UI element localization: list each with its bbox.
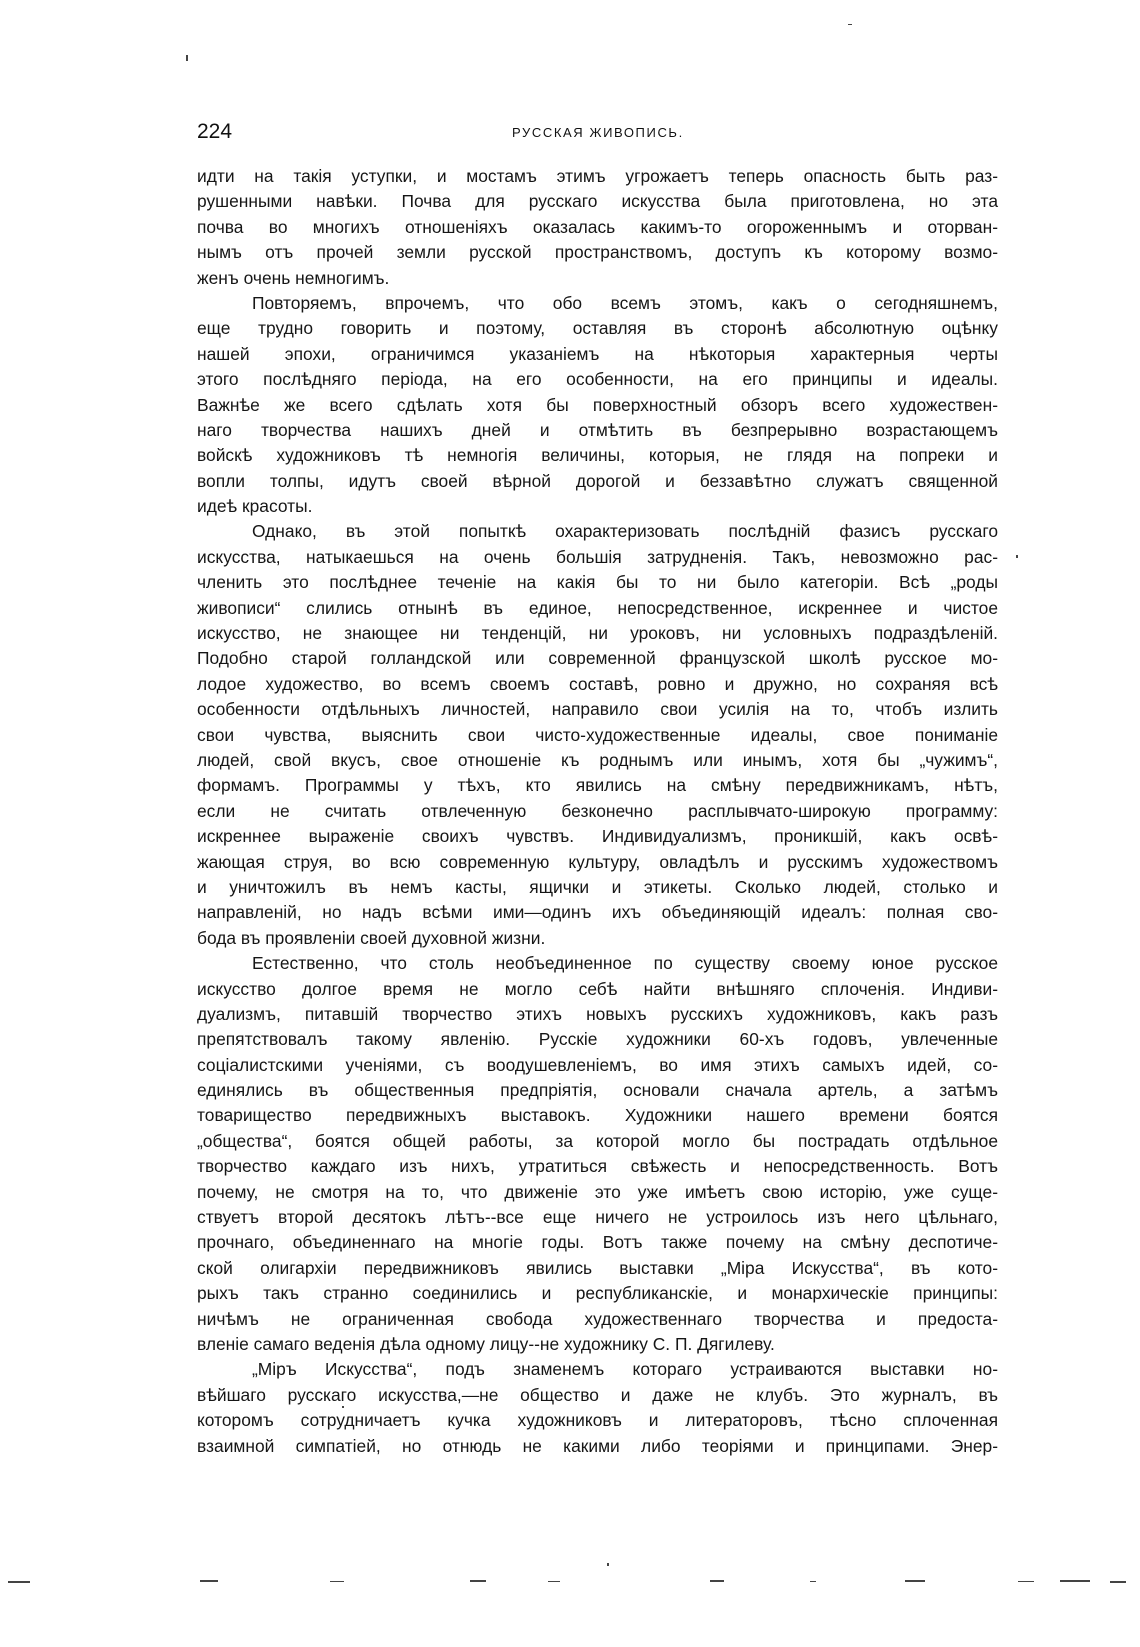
text-line: нымъ отъ прочей земли русской пространствомъ, доступъ къ которому возмо- [197, 242, 998, 263]
text-line: вопли толпы, идутъ своей вѣрной дорогой и беззавѣтно служатъ священной [197, 470, 998, 491]
scan-speck [8, 1581, 30, 1583]
text-line: свои чувства, выяснить свои чисто-художественные идеалы, свое пониманіе [197, 724, 998, 745]
text-line: бода въ проявленіи своей духовной жизни. [197, 927, 546, 948]
text-line: единялись въ общественныя предпріятія, основали сначала артель, а затѣмъ [197, 1080, 998, 1101]
text-line: и уничтожилъ въ немъ касты, ящички и этикеты. Сколько людей, столько и [197, 876, 998, 897]
text-line: рушенными навѣки. Почва для русскаго искусства была приготовлена, но эта [197, 191, 998, 212]
body-text [197, 164, 998, 1459]
text-line: войскѣ художниковъ тѣ немногія величины, которыя, не глядя на попреки и [197, 445, 998, 466]
text-line: искусства, натыкаешься на очень большія затрудненія. Такъ, невозможно рас- [197, 546, 998, 567]
scan-speck [1110, 1581, 1126, 1583]
text-line: почва во многихъ отношеніяхъ оказалась какимъ-то огороженнымъ и оторван- [197, 216, 998, 237]
text-line: формамъ. Программы у тѣхъ, кто явились на смѣну передвижникамъ, нѣтъ, [197, 775, 998, 796]
text-line: направленій, но надъ всѣми ими—одинъ ихъ объединяющій идеалъ: полная сво- [197, 902, 998, 923]
text-line: ской олигархіи передвижниковъ явились выставки „Міра Искусства“, въ кото- [197, 1257, 998, 1278]
text-line: ничѣмъ не ограниченная свобода художественнаго творчества и предоста- [197, 1308, 998, 1329]
scan-speck [1018, 1581, 1034, 1582]
text-line: Однако, въ этой попыткѣ охарактеризовать послѣдній фазисъ русскаго [252, 521, 998, 542]
text-line: идеѣ красоты. [197, 496, 313, 517]
text-line: Важнѣе же всего сдѣлать хотя бы поверхностный обзоръ всего художествен- [197, 394, 998, 415]
text-line: вѣйшаго русскаго искусства,—не общество и даже не клубъ. Это журналъ, въ [197, 1384, 998, 1405]
text-line: Подобно старой голландской или современной французской школѣ русское мо- [197, 648, 998, 669]
text-line: Повторяемъ, впрочемъ, что обо всемъ этомъ, какъ о сегодняшнемъ, [252, 292, 998, 313]
text-line: искреннее выраженіе своихъ чувствъ. Индивидуализмъ, проникшій, какъ освѣ- [197, 826, 998, 847]
text-line: творчество каждаго изъ нихъ, утратиться свѣжесть и непосредственность. Вотъ [197, 1156, 998, 1177]
text-line: жающая струя, во всю современную культуру, овладѣлъ и русскимъ художествомъ [197, 851, 998, 872]
scan-speck [200, 1580, 218, 1582]
text-line: искусство, не знающее ни тенденцій, ни уроковъ, ни условныхъ подраздѣленій. [197, 623, 998, 644]
scan-speck [186, 55, 188, 61]
text-line: нашей эпохи, ограничимся указаніемъ на нѣкоторыя характерныя черты [197, 343, 998, 364]
text-line: дуализмъ, питавшій творчество этихъ новыхъ русскихъ художниковъ, какъ разъ [197, 1003, 998, 1024]
scan-speck [1016, 555, 1018, 558]
scan-speck [607, 1563, 609, 1566]
scan-speck [330, 1581, 344, 1582]
scan-speck [470, 1580, 486, 1582]
text-line: идти на такія уступки, и мостамъ этимъ угрожаетъ теперь опасность быть раз- [197, 166, 998, 186]
text-line: людей, свой вкусъ, свое отношеніе къ роднымъ или инымъ, хотя бы „чужимъ“, [197, 749, 998, 770]
scan-speck [848, 24, 852, 25]
running-head: РУССКАЯ ЖИВОПИСЬ. [512, 125, 684, 140]
text-line: „общества“, боятся общей работы, за которой могло бы пострадать отдѣльное [197, 1130, 998, 1151]
text-line: взаимной симпатіей, но отнюдь не какими либо теоріями и принципами. Энер- [197, 1435, 998, 1456]
scan-speck [1060, 1580, 1090, 1582]
text-line: „Міръ Искусства“, подъ знаменемъ котораго устраиваются выставки но- [252, 1359, 998, 1380]
scan-speck [710, 1580, 724, 1582]
text-line: которомъ сотрудничаетъ кучка художниковъ и литераторовъ, тѣсно сплоченная [197, 1410, 998, 1431]
text-line: рыхъ такъ странно соединились и республиканскіе, и монархическіе принципы: [197, 1283, 998, 1304]
text-line: искусство долгое время не могло себѣ найти внѣшняго сплоченія. Индиви- [197, 978, 998, 999]
text-line: Естественно, что столь необъединенное по существу своему юное русское [252, 953, 998, 974]
text-line: еще трудно говорить и поэтому, оставляя въ сторонѣ абсолютную оцѣнку [197, 318, 998, 339]
text-line: членить это послѣднее теченіе на какія бы то ни было категоріи. Всѣ „роды [197, 572, 998, 593]
page-header [197, 118, 997, 148]
text-line: женъ очень немногимъ. [197, 267, 390, 288]
text-line: соціалистскими ученіями, съ воодушевленіемъ, во имя этихъ самыхъ идей, со- [197, 1054, 998, 1075]
scan-speck [810, 1581, 816, 1582]
text-line: наго творчества нашихъ дней и отмѣтить въ безпрерывно возрастающемъ [197, 419, 998, 440]
text-line: прочнаго, объединеннаго на многіе годы. Вотъ также почему на смѣну деспотиче- [197, 1232, 998, 1253]
scan-speck [548, 1581, 560, 1582]
text-line: если не считать отвлеченную безконечно расплывчато-широкую программу: [197, 800, 998, 821]
text-line: этого послѣдняго періода, на его особенности, на его принципы и идеалы. [197, 369, 998, 390]
text-line: вленіе самаго веденія дѣла одному лицу--не художнику С. П. Дягилеву. [197, 1333, 775, 1354]
text-line: товарищество передвижныхъ выставокъ. Художники нашего времени боятся [197, 1105, 998, 1126]
scan-speck [905, 1580, 925, 1582]
text-line: лодое художество, во всемъ своемъ составѣ, ровно и дружно, но сохраняя всѣ [197, 673, 998, 694]
text-line: живописи“ слились отнынѣ въ единое, непосредственное, искреннее и чистое [197, 597, 998, 618]
text-line: ствуетъ второй десятокъ лѣтъ--все еще ничего не устроилось изъ него цѣльнаго, [197, 1207, 998, 1228]
page-number: 224 [197, 120, 233, 143]
text-line: почему, не смотря на то, что движеніе это уже имѣетъ свою исторію, уже суще- [197, 1181, 998, 1202]
text-line: особенности отдѣльныхъ личностей, направило свои усилія на то, чтобъ излить [197, 699, 998, 720]
text-line: препятствовалъ такому явленію. Русскіе художники 60-хъ годовъ, увлеченные [197, 1029, 998, 1050]
